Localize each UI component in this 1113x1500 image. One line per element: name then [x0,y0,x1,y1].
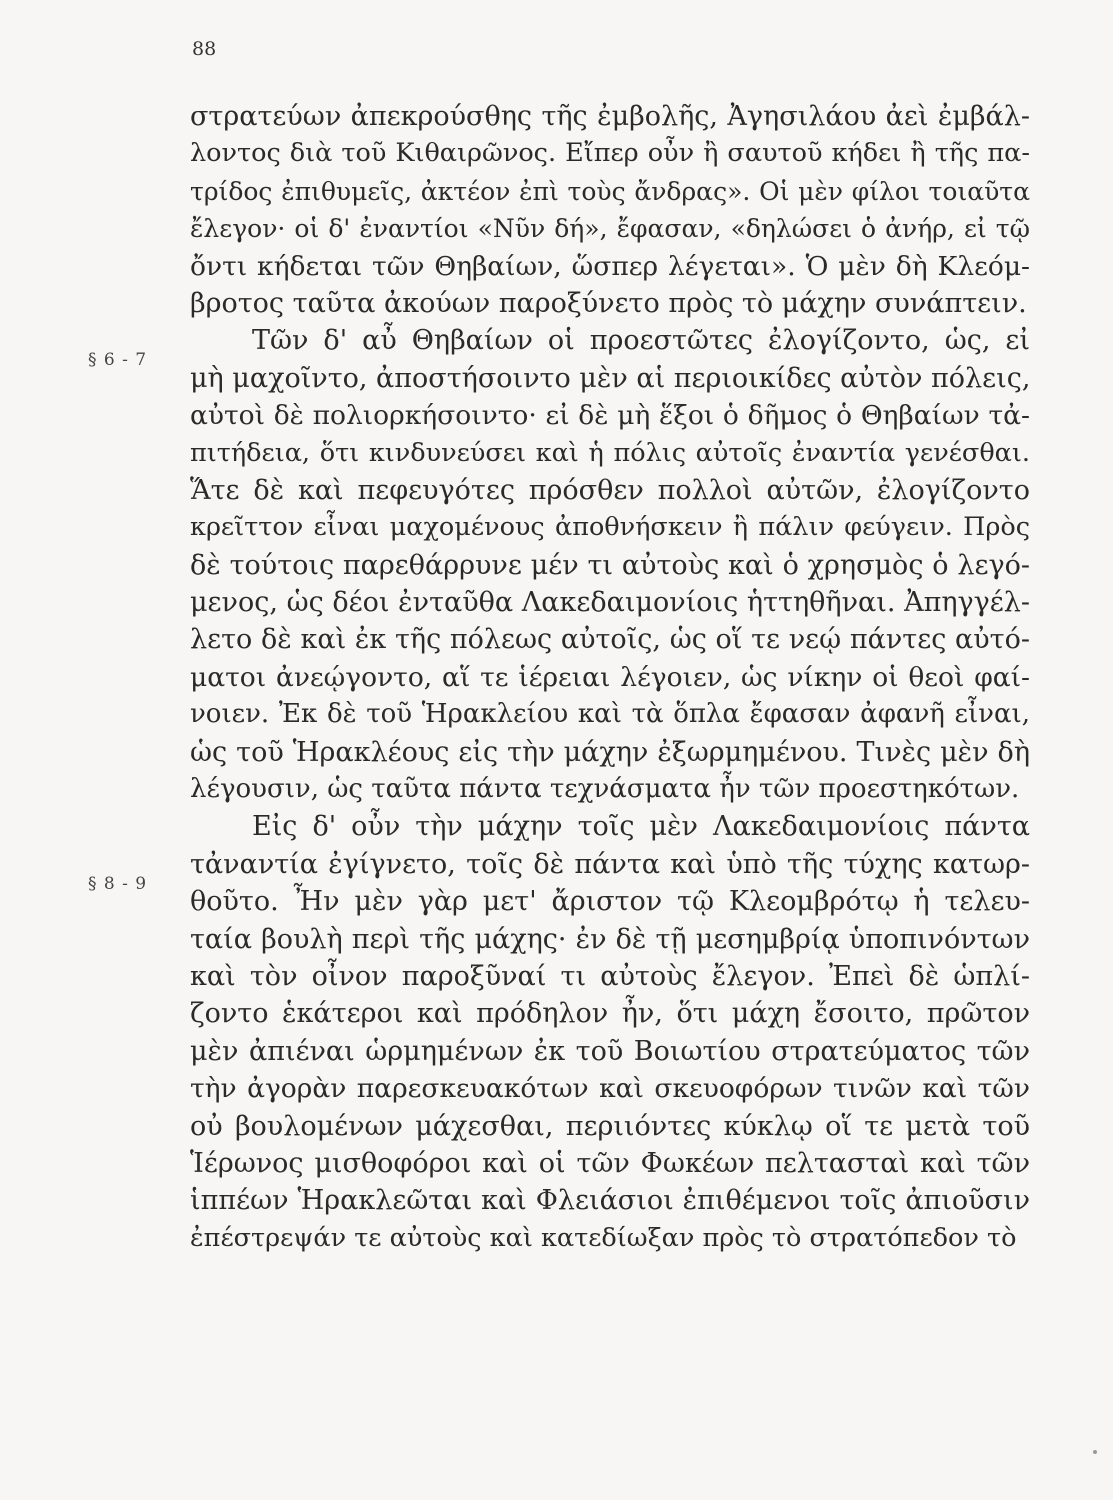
text-line: βροτος ταῦτα ἀκούων παροξύνετο πρὸς τὸ μάχην συνάπτειν. [190,287,1027,319]
text-line: ἔλεγον· οἱ δ' ἐναντίοι «Νῦν δή», ἔφασαν, «δηλώσει ὁ ἀνήρ, εἰ τῷ [190,214,1030,244]
text-line: τὴν ἀγορὰν παρεσκευακότων καὶ σκευοφόρων τινῶν καὶ τῶν [190,1073,1030,1105]
text-line: λέγουσιν, ὡς ταῦτα πάντα τεχνάσματα ἦν τῶν προεστηκότων. [190,774,1020,805]
text-line: Τῶν δ' αὖ Θηβαίων οἱ προεστῶτες ἐλογίζοντο, ὡς, εἰ [252,325,1030,357]
section-marker-8-9: § 8 - 9 [88,874,148,894]
text-line: Εἰς δ' οὖν τὴν μάχην τοῖς μὲν Λακεδαιμονίοις πάντα [252,811,1030,843]
text-line: ὄντι κήδεται τῶν Θηβαίων, ὥσπερ λέγεται». Ὁ μὲν δὴ Κλεόμ- [190,250,1030,282]
text-line: μὴ μαχοῖντο, ἀποστήσοιντο μὲν αἱ περιοικίδες αὐτὸν πόλεις, [190,362,1031,394]
text-line: πιτήδεια, ὅτι κινδυνεύσει καὶ ἡ πόλις αὐτοῖς ἐναντία γενέσθαι. [190,437,1030,468]
text-line: λετο δὲ καὶ ἐκ τῆς πόλεως αὐτοῖς, ὡς οἵ τε νεῴ πάντες αὐτό- [190,624,1030,656]
text-line: ζοντο ἑκάτεροι καὶ πρόδηλον ἦν, ὅτι μάχη ἔσοιτο, πρῶτον [190,998,1030,1030]
body-text [190,98,1030,1257]
text-line: τἀναντία ἐγίγνετο, τοῖς δὲ πάντα καὶ ὑπὸ τῆς τύχης κατωρ- [190,848,1030,880]
text-line: ἱππέων Ἡρακλεῶται καὶ Φλειάσιοι ἐπιθέμενοι τοῖς ἀπιοῦσιν [190,1185,1030,1217]
text-line: Ἱέρωνος μισθοφόροι καὶ οἱ τῶν Φωκέων πελτασταὶ καὶ τῶν [190,1147,1030,1179]
text-line: αὐτοὶ δὲ πολιορκήσοιντο· εἰ δὲ μὴ ἕξοι ὁ δῆμος ὁ Θηβαίων τἀ- [190,400,1030,432]
text-line: ἐπέστρεψάν τε αὐτοὺς καὶ κατεδίωξαν πρὸς τὸ στρατόπεδον τὸ [190,1222,1017,1253]
text-line: μενος, ὡς δέοι ἐνταῦθα Λακεδαιμονίοις ἡττηθῆναι. Ἀπηγγέλ- [190,587,1030,619]
text-line: Ἅτε δὲ καὶ πεφευγότες πρόσθεν πολλοὶ αὐτῶν, ἐλογίζοντο [190,474,1030,506]
text-line: ματοι ἀνεῴγοντο, αἵ τε ἱέρειαι λέγοιεν, ὡς νίκην οἱ θεοὶ φαί- [190,661,1030,693]
text-line: ὡς τοῦ Ἡρακλέους εἰς τὴν μάχην ἐξωρμημένου. Τινὲς μὲν δὴ [190,736,1030,768]
text-line: καὶ τὸν οἶνον παροξῦναί τι αὐτοὺς ἔλεγον. Ἐπεὶ δὲ ὡπλί- [190,960,1030,992]
text-line: στρατεύων ἀπεκρούσθης τῆς ἐμβολῆς, Ἀγησιλάου ἀεὶ ἐμβάλ- [190,101,1030,132]
text-line: θοῦτο. Ἦν μὲν γὰρ μετ' ἄριστον τῷ Κλεομβρότῳ ἡ τελευ- [190,886,1030,918]
scan-speck [1093,1450,1097,1454]
text-line: νοιεν. Ἐκ δὲ τοῦ Ἡρακλείου καὶ τὰ ὅπλα ἔφασαν ἀφανῆ εἶναι, [190,699,1030,730]
text-line: λοντος διὰ τοῦ Κιθαιρῶνος. Εἴπερ οὖν ἢ σαυτοῦ κήδει ἢ τῆς πα- [190,138,1030,169]
text-line: μὲν ἀπιέναι ὡρμημένων ἐκ τοῦ Βοιωτίου στρατεύματος τῶν [190,1035,1030,1067]
section-marker-6-7: § 6 - 7 [88,350,148,370]
text-line: ταία βουλὴ περὶ τῆς μάχης· ἐν δὲ τῇ μεσημβρίᾳ ὑποπινόντων [190,923,1030,955]
page-number: 88 [192,38,217,60]
text-line: κρεῖττον εἶναι μαχομένους ἀποθνήσκειν ἢ πάλιν φεύγειν. Πρὸς [190,512,1030,543]
text-line: δὲ τούτοις παρεθάρρυνε μέν τι αὐτοὺς καὶ ὁ χρησμὸς ὁ λεγό- [190,549,1030,581]
text-line: τρίδος ἐπιθυμεῖς, ἀκτέον ἐπὶ τοὺς ἄνδρας». Οἱ μὲν φίλοι τοιαῦτα [190,176,1030,206]
text-line: οὐ βουλομένων μάχεσθαι, περιιόντες κύκλῳ οἵ τε μετὰ τοῦ [190,1110,1030,1142]
